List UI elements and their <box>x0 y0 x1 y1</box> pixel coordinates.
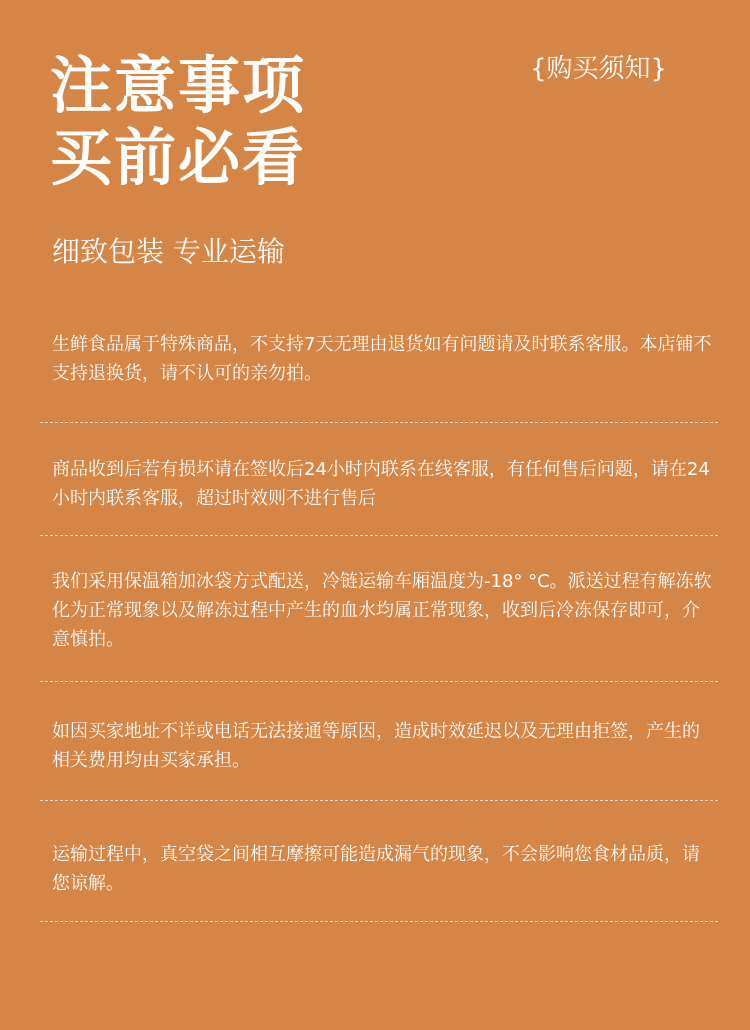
divider-2 <box>40 535 718 536</box>
notice-item-5: 运输过程中，真空袋之间相互摩擦可能造成漏气的现象，不会影响您食材品质，请您谅解。 <box>52 844 700 894</box>
title-line-1: 注意事项 <box>50 49 307 122</box>
notice-item-2: 商品收到后若有损坏请在签收后24小时内联系在线客服，有任何售后问题，请在24小时内联系客服，超过时效则不进行售后 <box>52 459 710 509</box>
divider-1 <box>40 422 718 423</box>
purchase-notice-tag: {购买须知} <box>530 54 668 84</box>
subtitle: 细致包装 专业运输 <box>52 235 285 268</box>
notice-item-4: 如因买家地址不详或电话无法接通等原因，造成时效延迟以及无理由拒签，产生的相关费用均由买家承担。 <box>52 721 700 771</box>
title-line-2: 买前必看 <box>50 121 307 194</box>
page-title <box>50 50 306 194</box>
divider-5 <box>40 921 718 922</box>
divider-4 <box>40 800 718 801</box>
divider-3 <box>40 681 718 682</box>
notice-item-1: 生鲜食品属于特殊商品，不支持7天无理由退货如有问题请及时联系客服。本店铺不支持退换货，请不认可的亲勿拍。 <box>52 334 712 384</box>
notice-item-3: 我们采用保温箱加冰袋方式配送，冷链运输车厢温度为-18° °C。派送过程有解冻软化为正常现象以及解冻过程中产生的血水均属正常现象，收到后冷冻保存即可，介意慎拍。 <box>52 571 712 650</box>
